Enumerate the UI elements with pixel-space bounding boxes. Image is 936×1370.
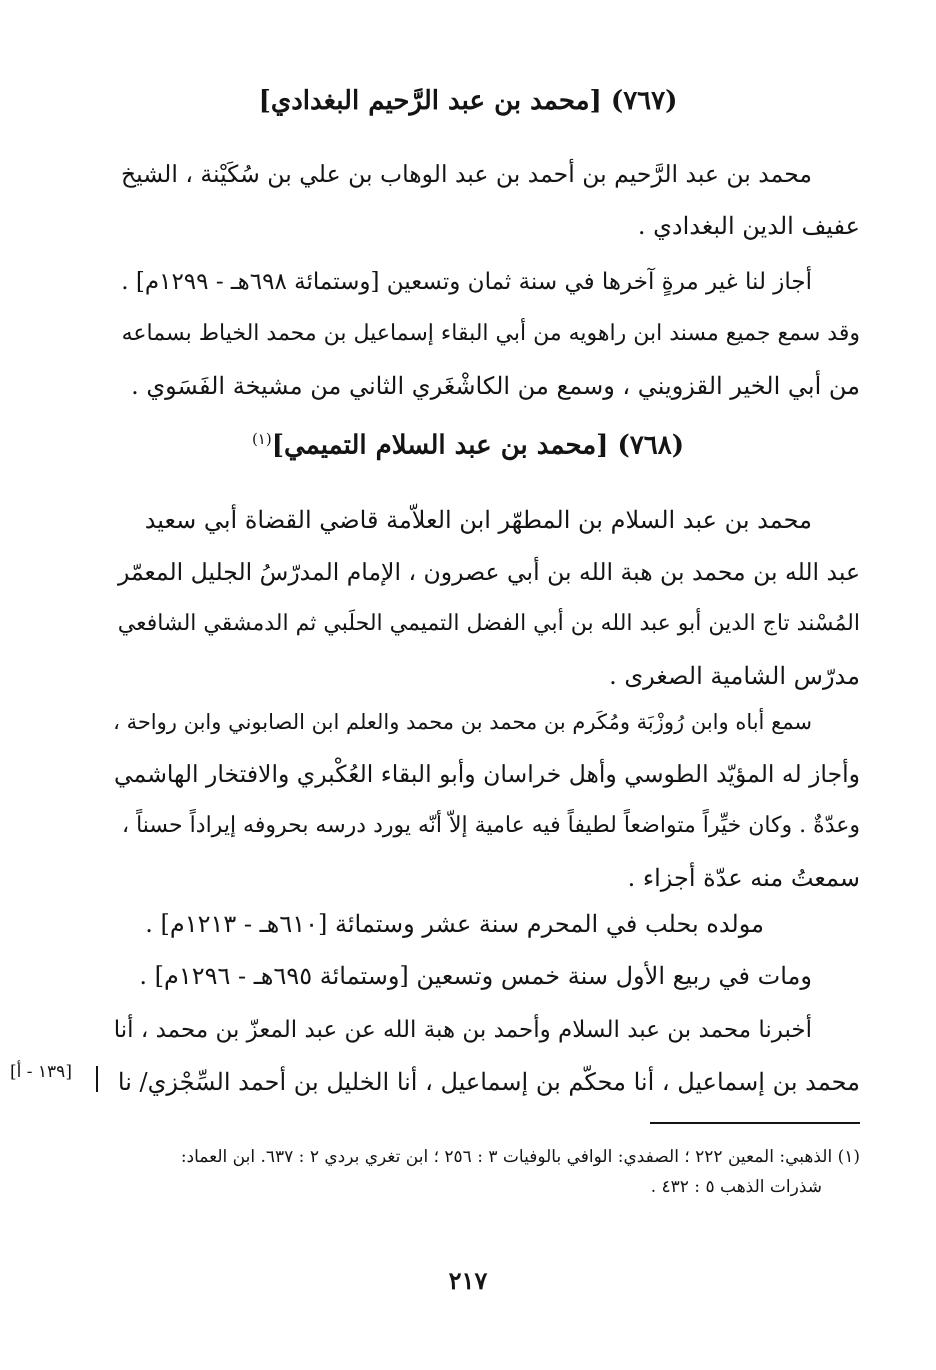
page-number: ٢١٧ xyxy=(448,1266,488,1295)
text-line: وعدّةٌ . وكان خيِّراً متواضعاً لطيفاً فيه عامية إلاّ أنّه يورد درسه بحروفه إيراداً حسناً ، xyxy=(122,813,860,838)
entry-768-paragraph-2 xyxy=(110,696,860,904)
text-line: محمد بن إسماعيل ، أنا محكّم بن إسماعيل ، أنا الخليل بن أحمد السِّجْزي/ نا xyxy=(117,1068,860,1096)
text-line: وقد سمع جميع مسند ابن راهويه من أبي البقاء إسماعيل بن محمد الخياط بسماعه xyxy=(121,321,860,346)
birth-line: مولده بحلب في المحرم سنة عشر وستمائة [٦١٠هـ - ١٢١٣م] . xyxy=(145,910,764,938)
footnote-separator xyxy=(650,1122,860,1124)
text-line: عبد الله بن محمد بن هبة الله بن أبي عصرون ، الإمام المدرّسُ الجليل المعمّر xyxy=(118,558,860,586)
entry-768-isnad xyxy=(110,1004,860,1108)
footnote-line: (١) الذهبي: المعين ٢٢٢ ؛ الصفدي: الوافي بالوفيات ٣ : ٢٥٦ ؛ ابن تغري بردي ٢ : ٦٣٧. ابن العماد: xyxy=(180,1147,860,1167)
entry-767-paragraph-2 xyxy=(110,256,860,412)
margin-divider xyxy=(96,1066,98,1092)
footnotes xyxy=(100,1142,860,1202)
text-line: سمعتُ منه عدّة أجزاء . xyxy=(627,864,860,892)
text-line: وأجاز له المؤيّد الطوسي وأهل خراسان وأبو البقاء العُكْبري والافتخار الهاشمي xyxy=(114,760,860,788)
entry-768-paragraph-1 xyxy=(110,494,860,702)
text-line: سمع أباه وابن رُوزْبَة ومُكَرم بن محمد بن محمد والعلم ابن الصابوني وابن رواحة ، xyxy=(113,710,812,734)
manuscript-folio-note: [١٣٩ - أ] xyxy=(10,1062,72,1082)
text-line: مدرّس الشامية الصغرى . xyxy=(609,662,860,690)
text-line: المُسْند تاج الدين أبو عبد الله بن أبي الفضل التميمي الحلَبي ثم الدمشقي الشافعي xyxy=(117,611,860,636)
entry-768-dates xyxy=(110,898,860,1002)
text-line: أجاز لنا غير مرةٍ آخرها في سنة ثمان وتسعين [وستمائة ٦٩٨هـ - ١٢٩٩م] . xyxy=(121,269,812,295)
entry-767-paragraph-1 xyxy=(110,148,860,252)
text-line: محمد بن عبد السلام بن المطهّر ابن العلاّمة قاضي القضاة أبي سعيد xyxy=(144,506,812,534)
entry-heading-768 xyxy=(0,430,936,461)
death-line: ومات في ربيع الأول سنة خمس وتسعين [وستمائة ٦٩٥هـ - ١٢٩٦م] . xyxy=(139,962,812,990)
text-line: محمد بن عبد الرَّحيم بن أحمد بن عبد الوهاب بن علي بن سُكَيْنة ، الشيخ xyxy=(120,160,812,188)
footnote-reference: (١) xyxy=(251,430,272,448)
entry-heading-text: (٧٦٧) [محمد بن عبد الرَّحيم البغدادي] xyxy=(258,86,678,116)
text-line: من أبي الخير القزويني ، وسمع من الكاشْغَري الثاني من مشيخة الفَسَوي . xyxy=(131,372,860,400)
footnote-line: شذرات الذهب ٥ : ٤٣٢ . xyxy=(650,1177,822,1197)
text-line: أخبرنا محمد بن عبد السلام وأحمد بن هبة الله عن عبد المعزّ بن محمد ، أنا xyxy=(113,1017,812,1043)
text-line: عفيف الدين البغدادي . xyxy=(637,212,860,240)
entry-heading-text: (٧٦٨) [محمد بن عبد السلام التميمي] xyxy=(271,430,685,461)
entry-heading-767 xyxy=(0,86,936,116)
